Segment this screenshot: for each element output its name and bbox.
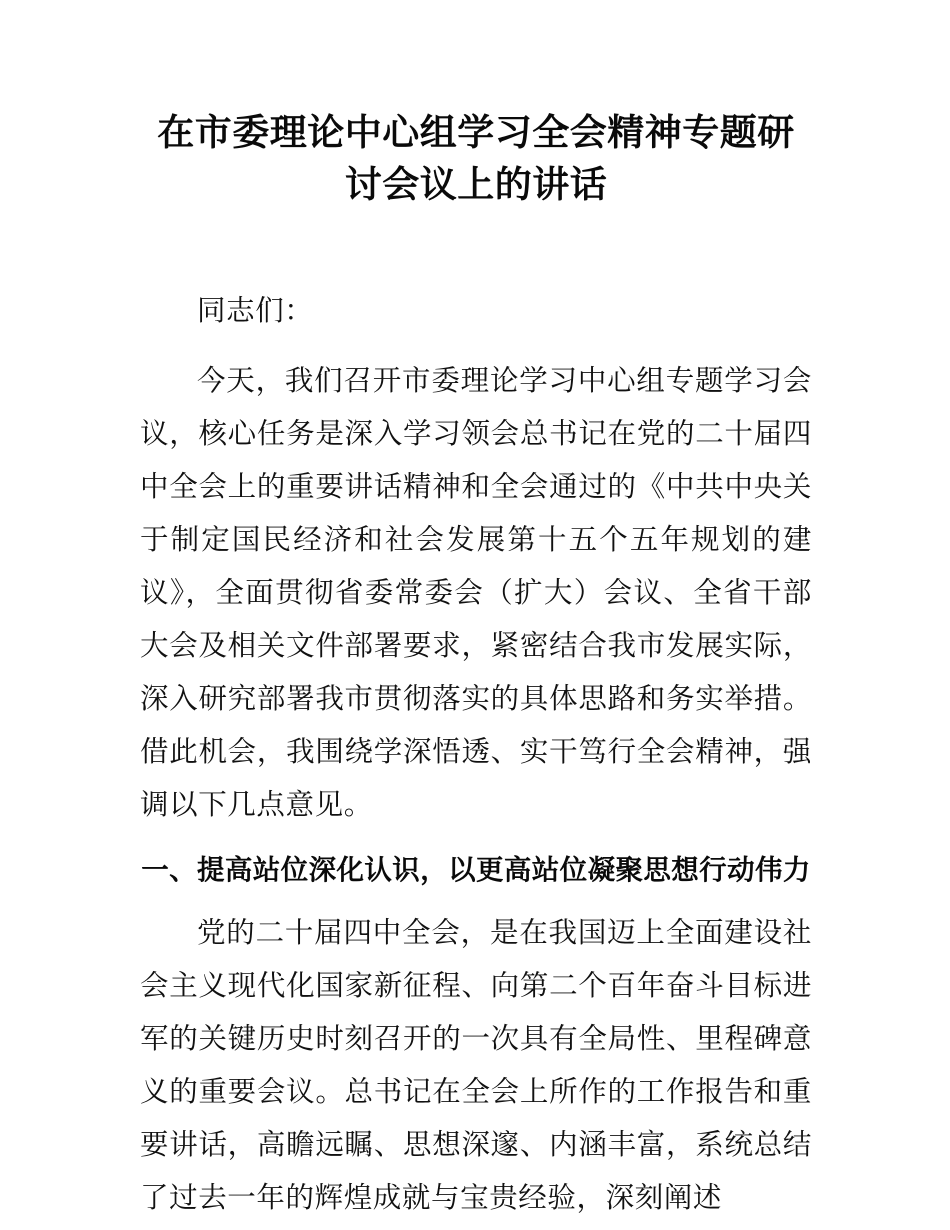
title-body-spacer [140, 212, 812, 284]
section-heading-1: 一、提高站位深化认识，以更高站位凝聚思想行动伟力 [141, 854, 811, 885]
salutation-line: 同志们： [197, 294, 314, 327]
document-content [140, 0, 812, 1224]
page-title: 在市委理论中心组学习全会精神专题研讨会议上的讲话 [157, 113, 795, 206]
heading-spacer-top [140, 831, 812, 843]
section-1-paragraph: 党的二十届四中全会，是在我国迈上全面建设社会主义现代化国家新征程、向第二个百年奋斗目标进军的关键历史时刻召开的一次具有全局性、里程碑意义的重要会议。总书记在全会上所作的工作报告和重要讲话，高瞻远瞩、思想深邃、内涵丰富，系统总结了过去一年的辉煌成就与宝贵经验，深刻阐述 [140, 916, 812, 1214]
intro-paragraph: 今天，我们召开市委理论学习中心组专题学习会议，核心任务是深入学习领会总书记在党的二十届四中全会上的重要讲话精神和全会通过的《中共中央关于制定国民经济和社会发展第十五个五年规划的建议》，全面贯彻省委常委会（扩大）会议、全省干部大会及相关文件部署要求，紧密结合我市发展实际，深入研究部署我市贯彻落实的具体思路和务实举措。借此机会，我围绕学深悟透、实干笃行全会精神，强调以下几点意见。 [140, 364, 812, 821]
salutation-spacer [140, 338, 812, 354]
heading-spacer-bottom [140, 896, 812, 906]
